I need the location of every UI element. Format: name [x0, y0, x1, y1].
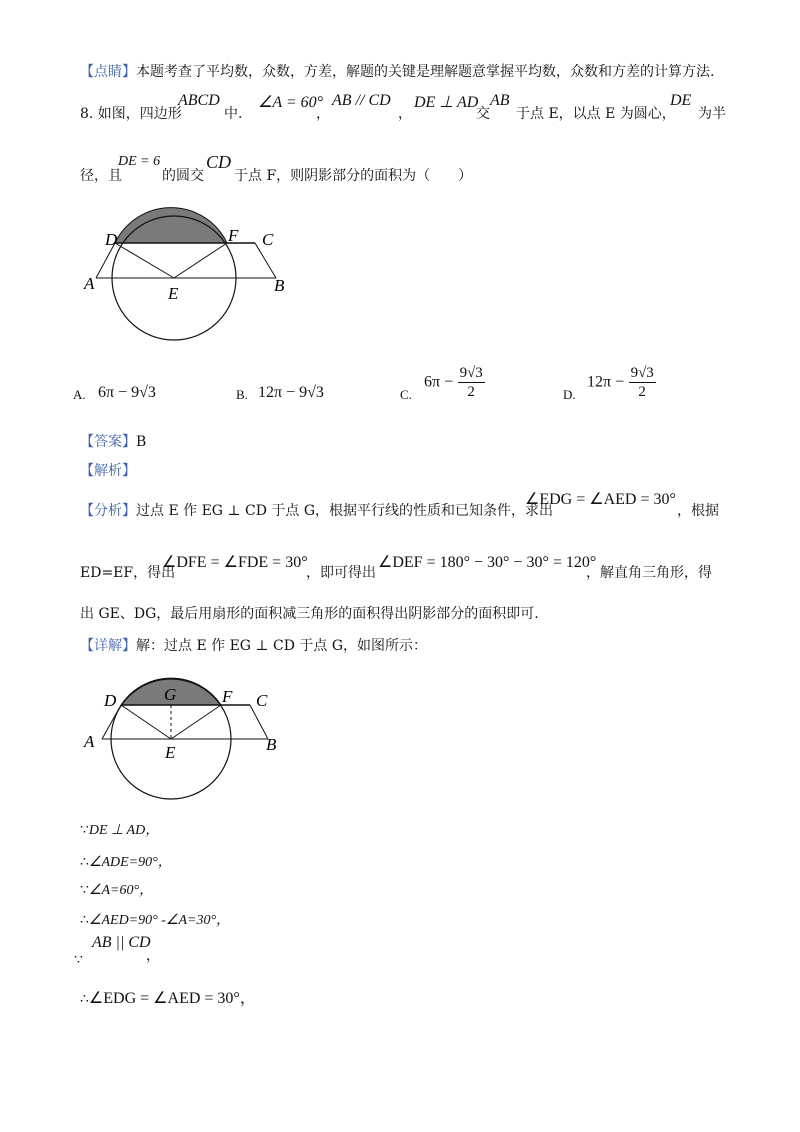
analysis-tag: 【解析】 — [80, 463, 136, 479]
option-d-label: D. — [563, 387, 576, 402]
question-number: 8. 如图，四边形 — [80, 106, 182, 122]
label-b: B — [266, 735, 277, 754]
label-e: E — [165, 743, 176, 762]
step-2 — [80, 852, 172, 873]
step-text: ∠A=60°， — [88, 883, 154, 898]
label-c: C — [256, 691, 268, 710]
step-text: ∠ADE=90°， — [88, 855, 172, 870]
fenxi-line2b: ，即可得出 — [306, 565, 376, 581]
xiangjie-text: 解：过点 E 作 EG ⊥ CD 于点 G，如图所示： — [136, 638, 428, 654]
step-5-tail: ， — [146, 948, 160, 964]
label-f: F — [228, 226, 239, 245]
option-d-numerator: 9√3 — [630, 365, 654, 381]
question-circle: 的圆交 — [162, 168, 204, 184]
quad-abcd: ABCD — [178, 92, 220, 109]
angle-a-60: ∠A = 60° — [258, 94, 324, 111]
segment-ab: AB — [490, 92, 510, 109]
label-a: A — [84, 274, 95, 293]
xiangjie-line — [80, 636, 427, 656]
fenxi-line2a: ED=EF，得出 — [80, 565, 176, 581]
option-b-label: B. — [236, 387, 248, 402]
geometry-figure-1 — [80, 205, 300, 345]
step-symbol: ∴ — [80, 991, 89, 1007]
step-1 — [80, 820, 159, 841]
step-5-symbol: ∵ — [74, 952, 83, 968]
label-d: D — [105, 230, 118, 249]
comma-2: ， — [398, 106, 412, 122]
fenxi-line3: 出 GE、DG，最后用扇形的面积减三角形的面积得出阴影部分的面积即可. — [80, 606, 539, 622]
note-text: 本题考查了平均数，众数，方差，解题的关键是理解题意掌握平均数，众数和方差的计算方法. — [136, 64, 715, 80]
option-c-denominator: 2 — [467, 384, 475, 400]
geometry-figure-2 — [80, 666, 300, 806]
xiangjie-tag: 【详解】 — [80, 638, 136, 654]
option-c-label: C. — [400, 387, 412, 402]
shaded-segment — [115, 208, 227, 243]
ab-parallel-cd: AB // CD — [332, 92, 391, 109]
option-d-fraction — [629, 364, 656, 401]
question-weiban: 为半 — [698, 106, 726, 122]
step-text: ∠AED=90° -∠A=30°， — [88, 913, 231, 928]
step-symbol: ∴ — [80, 912, 89, 928]
option-c-pre: 6π − — [424, 373, 454, 391]
line-fe — [174, 243, 227, 278]
step-5-text: AB || CD — [92, 934, 151, 951]
label-g: G — [164, 685, 177, 704]
option-a-label: A. — [73, 387, 86, 402]
option-c-numerator: 9√3 — [459, 365, 483, 381]
eq-dfe-fde: ∠DFE = ∠FDE = 30° — [162, 554, 308, 571]
fenxi-line1 — [80, 501, 553, 521]
line-de — [115, 243, 174, 278]
option-d-denominator: 2 — [638, 384, 646, 400]
question-zhong: 中. — [224, 106, 243, 122]
fenxi-line1a: 过点 E 作 EG ⊥ CD 于点 G，根据平行线的性质和已知条件，求出 — [136, 503, 554, 519]
label-f: F — [222, 687, 233, 706]
step-text: DE ⊥ AD， — [88, 823, 160, 838]
step-4 — [80, 910, 230, 931]
step-3 — [80, 880, 153, 901]
label-e: E — [168, 284, 179, 303]
de-equals-6: DE = 6 — [118, 154, 161, 169]
answer-line — [80, 432, 146, 452]
question-line2-rest: 于点 F，则阴影部分的面积为（ ） — [234, 168, 473, 184]
eq-def: ∠DEF = 180° − 30° − 30° = 120° — [378, 554, 597, 571]
step-symbol: ∵ — [80, 822, 89, 838]
step-symbol: ∴ — [80, 854, 89, 870]
step-symbol: ∵ — [80, 882, 89, 898]
note-tag: 【点睛】 — [80, 64, 136, 80]
fenxi-tag: 【分析】 — [80, 503, 136, 519]
option-d-pre: 12π − — [587, 373, 625, 391]
line-fe — [171, 705, 221, 739]
answer-value: B — [136, 434, 147, 450]
segment-cd: CD — [206, 152, 232, 172]
option-a-expr: 6π − 9√3 — [98, 384, 156, 401]
label-c: C — [262, 230, 274, 249]
line-de — [121, 705, 171, 739]
step-text: ∠EDG = ∠AED = 30°， — [88, 990, 256, 1007]
segment-de: DE — [670, 92, 692, 109]
answer-tag: 【答案】 — [80, 434, 136, 450]
line-cb — [250, 705, 268, 739]
fenxi-line2c: ，解直角三角形，得 — [586, 565, 712, 581]
comma-1: ， — [316, 106, 330, 122]
question-jiao: 交 — [476, 106, 490, 122]
question-jing: 径，且 — [80, 168, 122, 184]
label-a: A — [84, 732, 95, 751]
option-c-expr — [424, 364, 485, 401]
de-perp-ad: DE ⊥ AD — [414, 94, 479, 111]
step-6 — [80, 989, 256, 1009]
eq-edg-aed: ∠EDG = ∠AED = 30° — [525, 491, 676, 508]
fenxi-line1b: ，根据 — [677, 503, 719, 519]
question-line1-rest: 于点 E，以点 E 为圆心， — [516, 106, 676, 122]
option-c-fraction — [458, 364, 485, 401]
option-b-expr: 12π − 9√3 — [258, 384, 324, 401]
option-d-expr — [587, 364, 656, 401]
label-b: B — [274, 276, 285, 295]
label-d: D — [104, 691, 117, 710]
note-line — [80, 62, 714, 82]
